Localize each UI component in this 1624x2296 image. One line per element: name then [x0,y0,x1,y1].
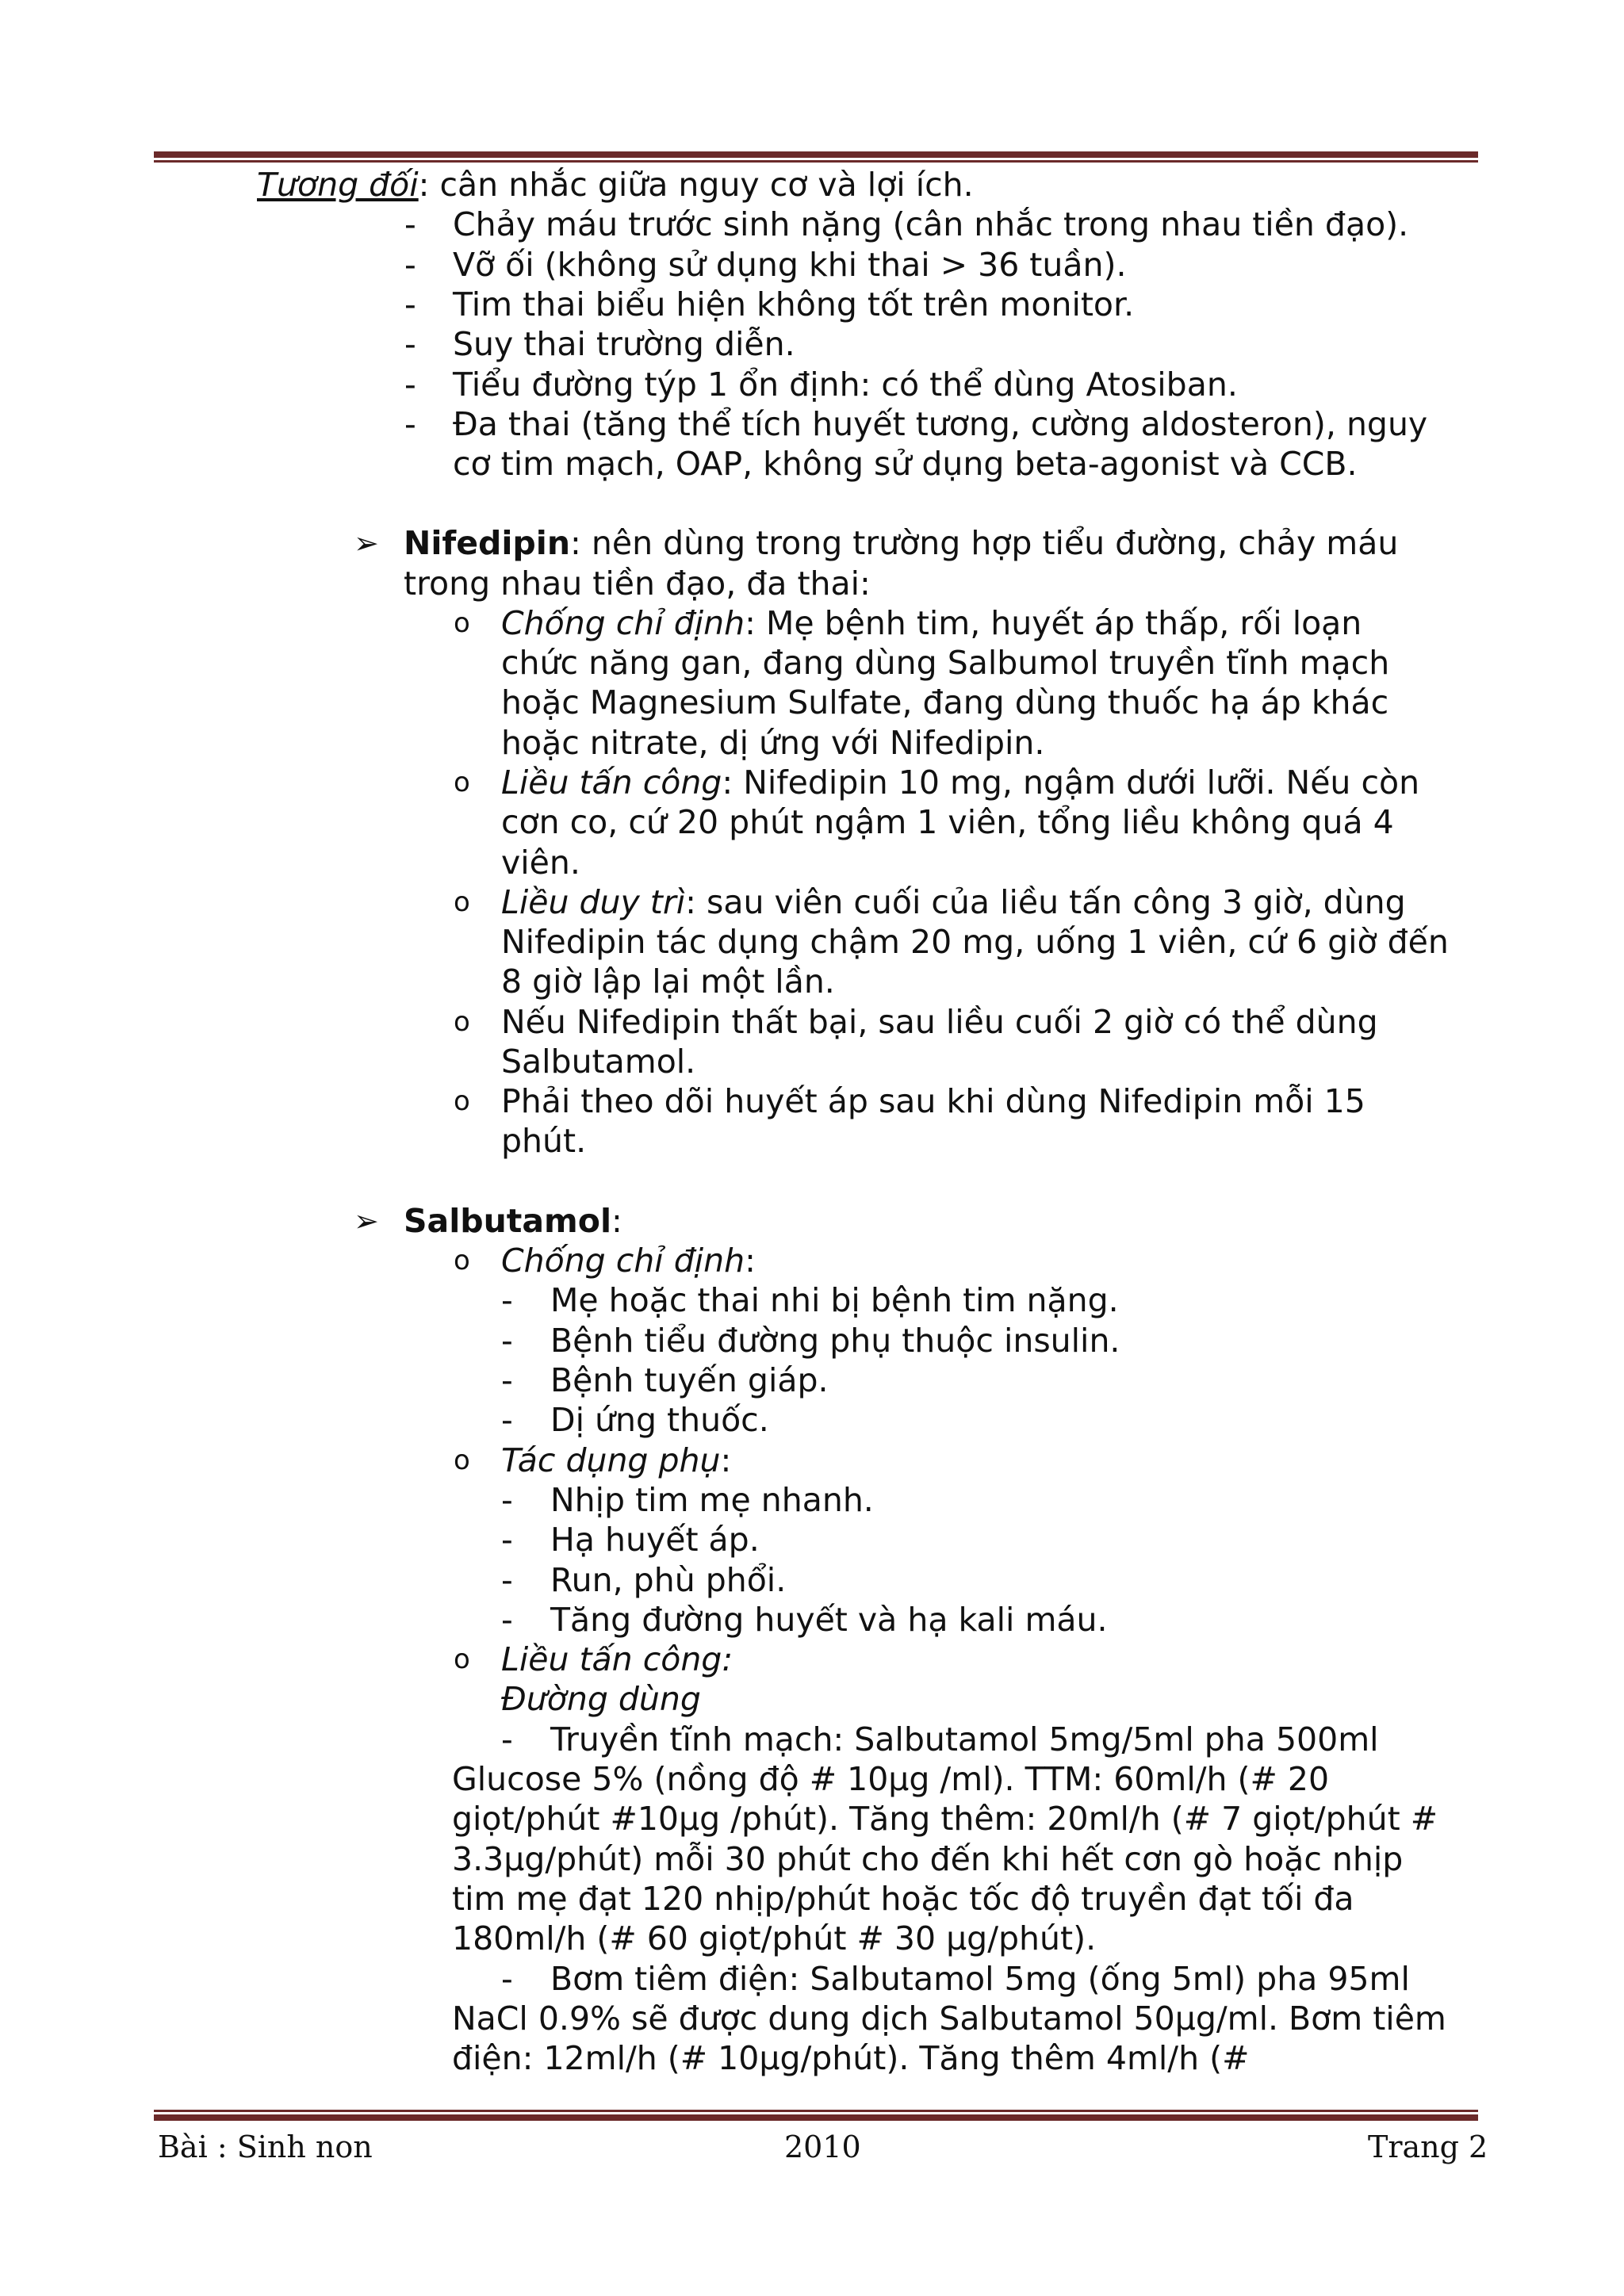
salbutamol-heading [404,1201,622,1241]
nifedipin-monitor-line: phút. [501,1122,587,1160]
salbutamol-iv: Truyền tĩnh mạch: Salbutamol 5mg/5ml pha 500ml [550,1720,1379,1758]
list-item: Nhịp tim mẹ nhanh. [550,1481,874,1519]
list-item: Tăng đường huyết và hạ kali máu. [550,1601,1108,1639]
dash-bullet: - [404,246,416,284]
footer-right: Trang 2 [1368,2130,1488,2164]
dash-bullet: - [501,1281,513,1319]
nifedipin-load-line: cơn co, cứ 20 phút ngậm 1 viên, tổng liều không quá 4 [501,803,1394,841]
nifedipin-maint-text: : sau viên cuối của liều tấn công 3 giờ, dùng [685,883,1406,921]
circle-bullet: o [454,1085,470,1117]
list-item: Mẹ hoặc thai nhi bị bệnh tim nặng. [550,1281,1119,1319]
nifedipin-heading [404,523,1398,563]
list-item-continuation: cơ tim mạch, OAP, không sử dụng beta-agonist và CCB. [453,445,1358,483]
salbutamol-load-label: Liều tấn công: [501,1640,733,1678]
circle-bullet: o [454,1245,470,1276]
list-item: Run, phù phổi. [550,1561,787,1599]
dash-bullet: - [404,285,416,323]
salbutamol-pump: Bơm tiêm điện: Salbutamol 5mg (ống 5ml) pha 95ml [550,1960,1410,1998]
circle-bullet: o [454,1644,470,1675]
dash-bullet: - [404,365,416,404]
circle-bullet: o [454,1445,470,1476]
footer-rule [154,2110,1478,2121]
list-item: Đa thai (tăng thể tích huyết tương, cường aldosteron), nguy [453,405,1428,443]
nifedipin-maint-line: Nifedipin tác dụng chậm 20 mg, uống 1 viên, cứ 6 giờ đến [501,923,1449,961]
salbutamol-side: Tác dụng phụ: [501,1441,732,1479]
nifedipin-load-label: Liều tấn công [501,763,722,802]
salbutamol-pump-line: điện: 12ml/h (# 10µg/phút). Tăng thêm 4ml/h (# [452,2039,1250,2077]
nifedipin-maint-line: 8 giờ lập lại một lần. [501,962,835,1001]
nifedipin-contra [501,603,1362,643]
nifedipin-monitor: Phải theo dõi huyết áp sau khi dùng Nifedipin mỗi 15 [501,1082,1365,1120]
nifedipin-name: Nifedipin [404,524,571,562]
footer-left: Bài : Sinh non [158,2130,373,2164]
relative-label: Tương đối [257,166,419,204]
header-rule [154,151,1478,163]
nifedipin-load [501,763,1419,802]
relative-rest: : cân nhắc giữa nguy cơ và lợi ích. [418,166,974,204]
nifedipin-fail-line: Salbutamol. [501,1043,696,1081]
nifedipin-intro: : nên dùng trong trường hợp tiểu đường, chảy máu [570,524,1399,562]
dash-bullet: - [501,1960,513,1998]
salbutamol-iv-line: 3.3µg/phút) mỗi 30 phút cho đến khi hết cơn gò hoặc nhịp [452,1840,1404,1878]
list-item: Suy thai trường diễn. [453,325,795,363]
list-item: Bệnh tiểu đường phụ thuộc insulin. [550,1322,1120,1360]
nifedipin-contra-line: hoặc Magnesium Sulfate, đang dùng thuốc hạ áp khác [501,683,1389,721]
dash-bullet: - [404,205,416,243]
list-item: Bệnh tuyến giáp. [550,1361,829,1399]
nifedipin-intro-cont: trong nhau tiền đạo, đa thai: [404,564,871,603]
list-item: Tim thai biểu hiện không tốt trên monitor. [453,285,1135,323]
dash-bullet: - [501,1322,513,1360]
dash-bullet: - [501,1601,513,1639]
list-item: Dị ứng thuốc. [550,1401,769,1439]
list-item: Chảy máu trước sinh nặng (cân nhắc trong nhau tiền đạo). [453,205,1409,243]
footer-center: 2010 [784,2130,861,2164]
dash-bullet: - [501,1521,513,1559]
list-item: Hạ huyết áp. [550,1521,760,1559]
dash-bullet: - [501,1561,513,1599]
salbutamol-iv-line: Glucose 5% (nồng độ # 10µg /ml). TTM: 60ml/h (# 20 [452,1760,1330,1798]
salbutamol-pump-line: NaCl 0.9% sẽ được dung dịch Salbutamol 50µg/ml. Bơm tiêm [452,1999,1446,2038]
arrow-bullet: ➢ [354,526,379,561]
relative-heading [257,165,974,205]
salbutamol-side-label: Tác dụng phụ [501,1441,721,1479]
salbutamol-iv-line: tim mẹ đạt 120 nhịp/phút hoặc tốc độ truyền đạt tối đa [452,1880,1354,1918]
dash-bullet: - [501,1720,513,1758]
salbutamol-contra-label: Chống chỉ định [501,1242,745,1280]
dash-bullet: - [501,1361,513,1399]
nifedipin-contra-line: chức năng gan, đang dùng Salbumol truyền tĩnh mạch [501,644,1390,682]
arrow-bullet: ➢ [354,1203,379,1238]
nifedipin-load-text: : Nifedipin 10 mg, ngậm dưới lưỡi. Nếu còn [722,763,1420,802]
salbutamol-contra: Chống chỉ định: [501,1242,756,1280]
circle-bullet: o [454,1006,470,1038]
salbutamol-route-label: Đường dùng [501,1680,701,1718]
salbutamol-name: Salbutamol [404,1202,611,1240]
nifedipin-maint-label: Liều duy trì [501,883,686,921]
nifedipin-fail: Nếu Nifedipin thất bại, sau liều cuối 2 giờ có thể dùng [501,1003,1378,1041]
nifedipin-contra-label: Chống chỉ định [501,604,745,642]
salbutamol-colon: : [611,1202,622,1240]
nifedipin-load-line: viên. [501,844,580,882]
dash-bullet: - [501,1481,513,1519]
nifedipin-contra-line: hoặc nitrate, dị ứng với Nifedipin. [501,724,1045,762]
salbutamol-iv-line: giọt/phút #10µg /phút). Tăng thêm: 20ml/h (# 7 giọt/phút # [452,1800,1438,1838]
dash-bullet: - [501,1401,513,1439]
circle-bullet: o [454,886,470,918]
list-item: Vỡ ối (không sử dụng khi thai > 36 tuần). [453,246,1127,284]
list-item: Tiểu đường týp 1 ổn định: có thể dùng Atosiban. [453,365,1238,404]
dash-bullet: - [404,325,416,363]
dash-bullet: - [404,405,416,443]
salbutamol-iv-line: 180ml/h (# 60 giọt/phút # 30 µg/phút). [452,1919,1097,1957]
nifedipin-maint [501,882,1406,922]
circle-bullet: o [454,767,470,798]
circle-bullet: o [454,607,470,639]
nifedipin-contra-text: : Mẹ bệnh tim, huyết áp thấp, rối loạn [745,604,1362,642]
